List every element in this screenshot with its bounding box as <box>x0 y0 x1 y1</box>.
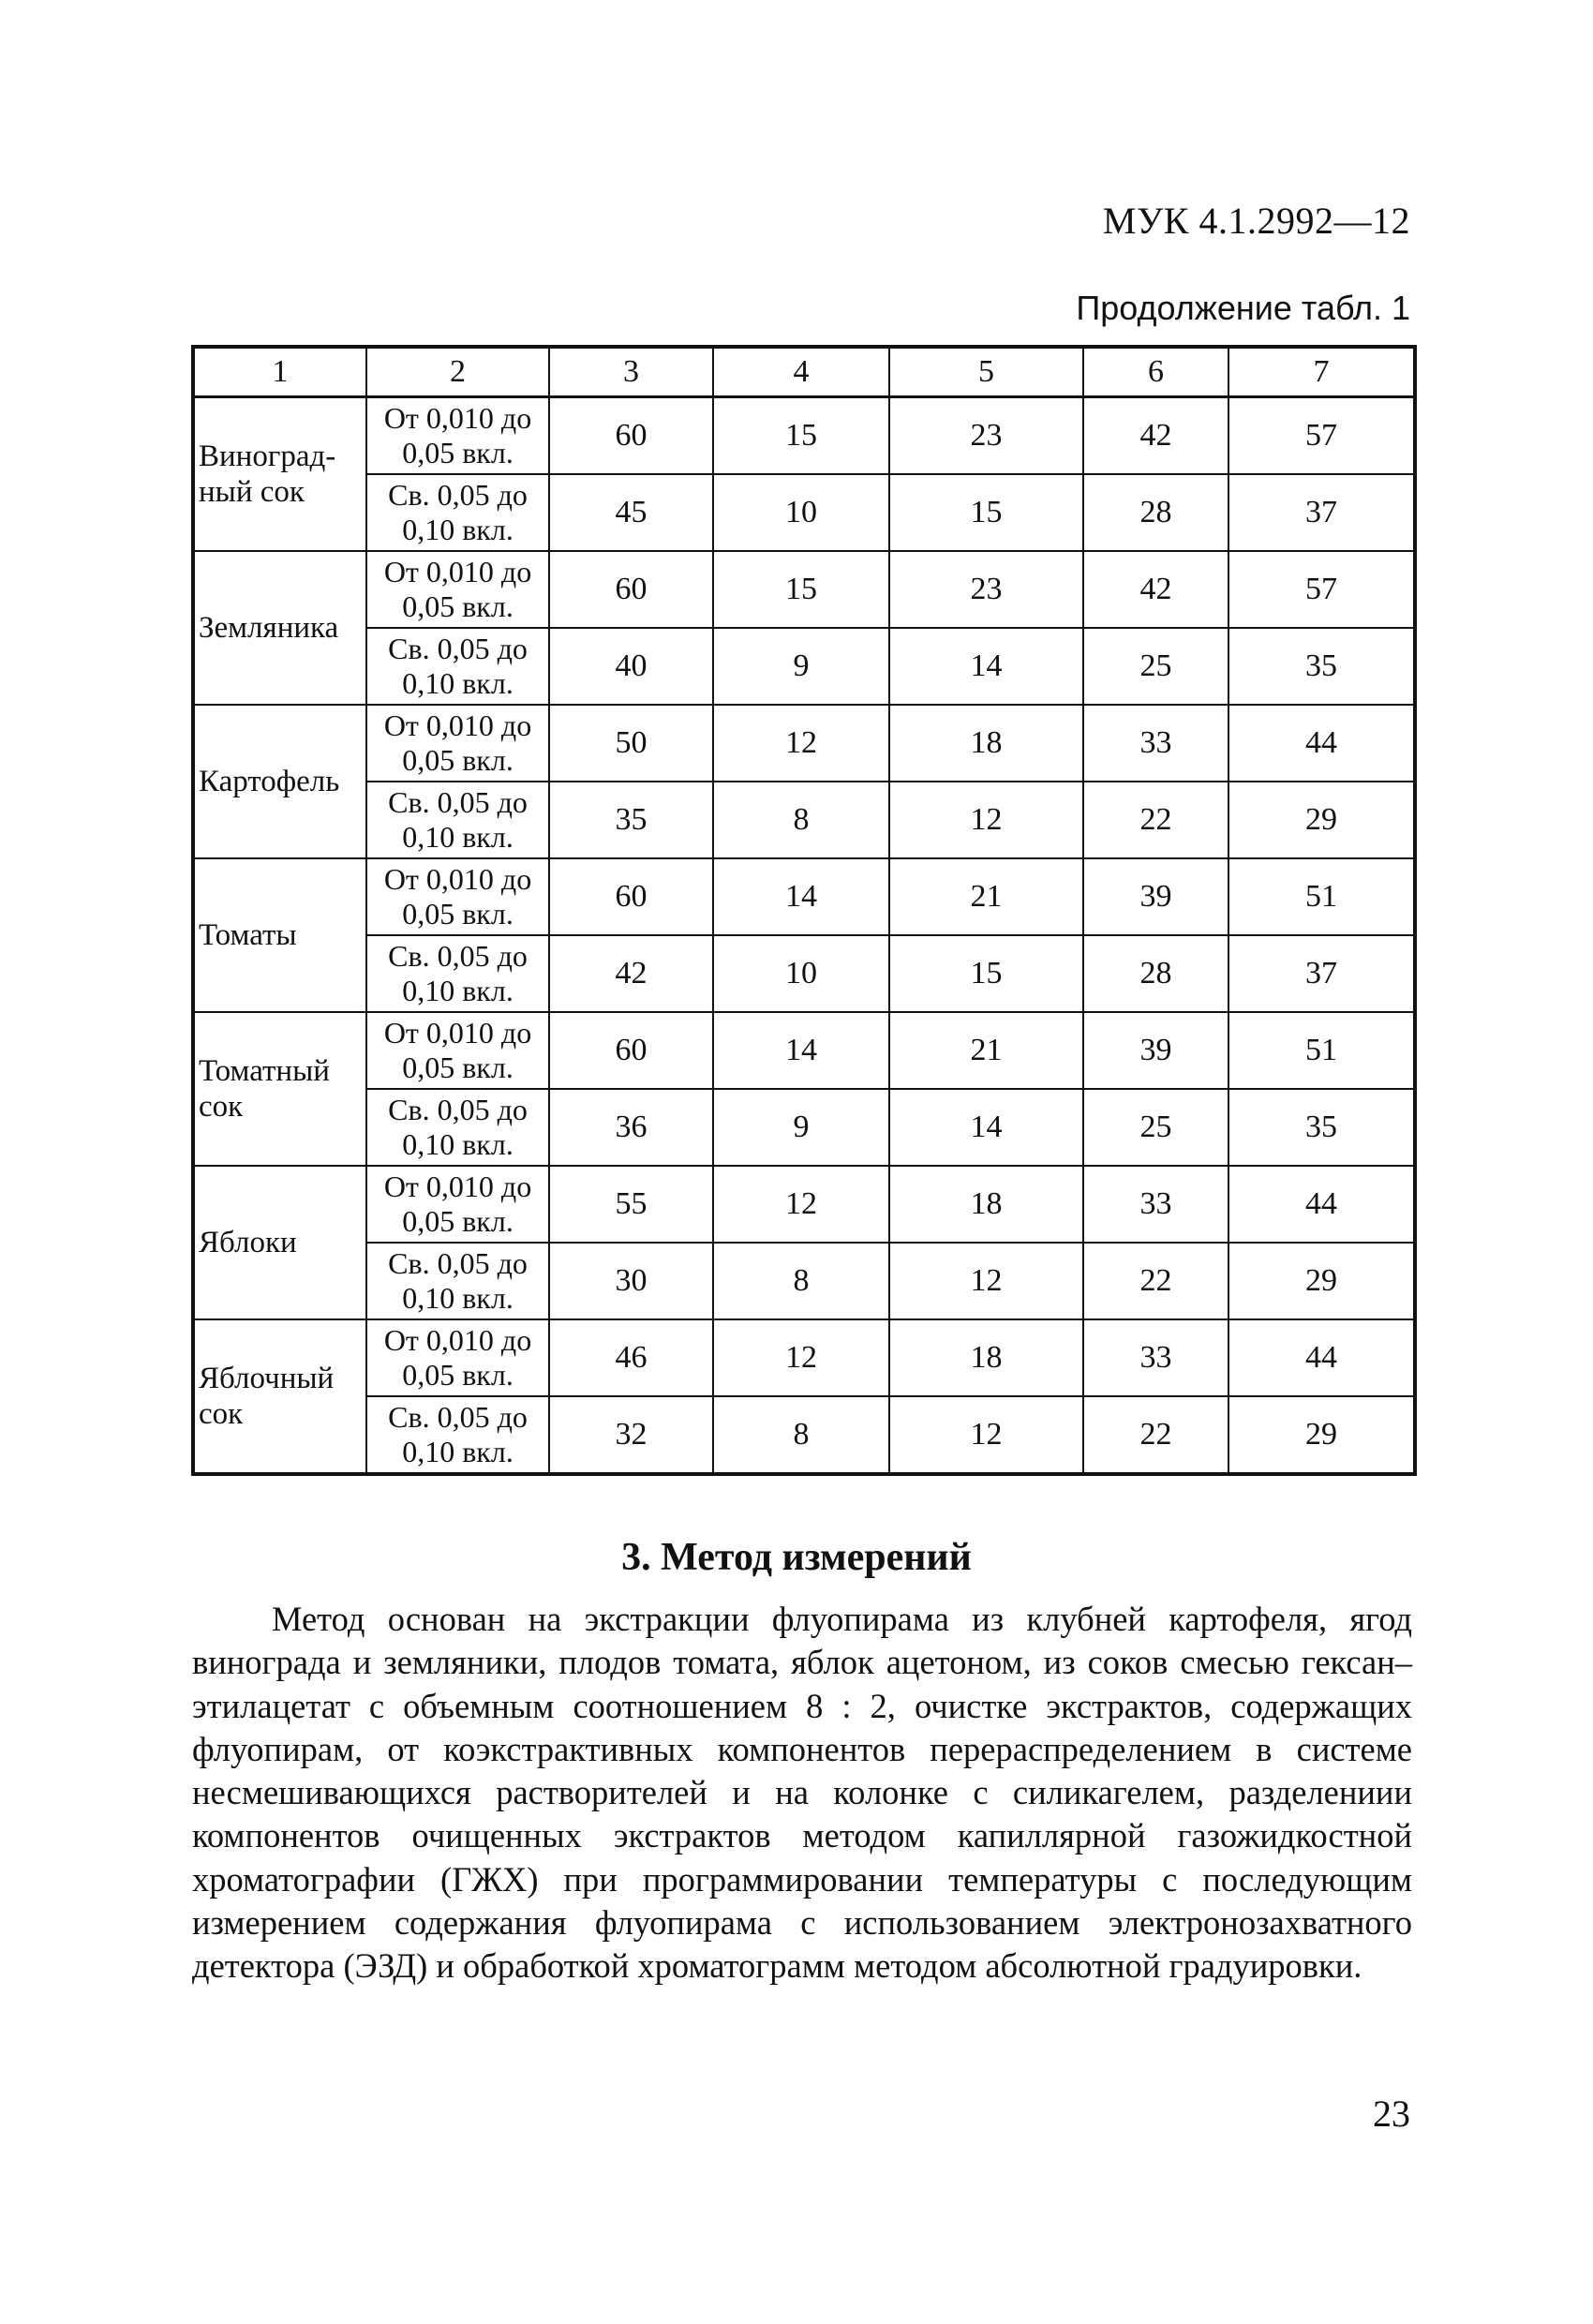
value-cell: 55 <box>549 1166 713 1243</box>
value-cell: 21 <box>889 1012 1083 1089</box>
value-cell: 21 <box>889 858 1083 935</box>
column-header-5: 5 <box>889 347 1083 397</box>
value-cell: 9 <box>713 1089 889 1166</box>
range-cell: От 0,010 до 0,05 вкл. <box>366 1166 549 1243</box>
product-cell: Томаты <box>193 858 366 1012</box>
range-cell: Св. 0,05 до 0,10 вкл. <box>366 935 549 1012</box>
range-cell: Св. 0,05 до 0,10 вкл. <box>366 628 549 705</box>
value-cell: 12 <box>713 705 889 782</box>
value-cell: 9 <box>713 628 889 705</box>
value-cell: 12 <box>889 1243 1083 1319</box>
value-cell: 22 <box>1083 1243 1228 1319</box>
column-header-2: 2 <box>366 347 549 397</box>
table-row <box>193 628 1415 705</box>
value-cell: 45 <box>549 474 713 551</box>
value-cell: 37 <box>1228 474 1415 551</box>
range-cell: Св. 0,05 до 0,10 вкл. <box>366 474 549 551</box>
value-cell: 15 <box>889 935 1083 1012</box>
product-cell: Земляника <box>193 551 366 705</box>
value-cell: 33 <box>1083 1319 1228 1396</box>
table-body <box>193 397 1415 1475</box>
table-row <box>193 705 1415 782</box>
value-cell: 10 <box>713 474 889 551</box>
value-cell: 42 <box>1083 551 1228 628</box>
column-header-6: 6 <box>1083 347 1228 397</box>
value-cell: 29 <box>1228 1243 1415 1319</box>
value-cell: 18 <box>889 1166 1083 1243</box>
value-cell: 44 <box>1228 705 1415 782</box>
value-cell: 32 <box>549 1396 713 1474</box>
value-cell: 60 <box>549 397 713 475</box>
value-cell: 35 <box>1228 1089 1415 1166</box>
table-row <box>193 1166 1415 1243</box>
table-header-row <box>193 347 1415 397</box>
value-cell: 22 <box>1083 782 1228 858</box>
table-row <box>193 474 1415 551</box>
table-row <box>193 1012 1415 1089</box>
value-cell: 46 <box>549 1319 713 1396</box>
range-cell: От 0,010 до 0,05 вкл. <box>366 705 549 782</box>
value-cell: 60 <box>549 858 713 935</box>
value-cell: 12 <box>889 1396 1083 1474</box>
value-cell: 12 <box>713 1319 889 1396</box>
value-cell: 40 <box>549 628 713 705</box>
value-cell: 28 <box>1083 474 1228 551</box>
product-cell: Картофель <box>193 705 366 858</box>
value-cell: 15 <box>713 551 889 628</box>
value-cell: 10 <box>713 935 889 1012</box>
table-row <box>193 1089 1415 1166</box>
value-cell: 30 <box>549 1243 713 1319</box>
value-cell: 28 <box>1083 935 1228 1012</box>
value-cell: 60 <box>549 551 713 628</box>
value-cell: 23 <box>889 397 1083 475</box>
value-cell: 8 <box>713 1243 889 1319</box>
range-cell: Св. 0,05 до 0,10 вкл. <box>366 1089 549 1166</box>
value-cell: 36 <box>549 1089 713 1166</box>
table-row <box>193 397 1415 475</box>
product-cell: Яблоки <box>193 1166 366 1319</box>
value-cell: 51 <box>1228 1012 1415 1089</box>
range-cell: От 0,010 до 0,05 вкл. <box>366 1012 549 1089</box>
product-cell: Томатный сок <box>193 1012 366 1166</box>
value-cell: 60 <box>549 1012 713 1089</box>
document-code: МУК 4.1.2992—12 <box>1102 200 1410 242</box>
column-header-7: 7 <box>1228 347 1415 397</box>
method-paragraph: Метод основан на экстракции флуопирама из клубней картофеля, ягод винограда и земляники, плодов томата, яблок ацетоном, из соков смесью гексан–этилацетат с объемным соотношением 8 : 2, очистке экстрактов, содержащих флуопирам, от коэкстрактивных компонентов перераспределением в системе несмешивающихся растворителей и на колонке с силикагелем, разделениии компонентов очищенных экстрактов методом капиллярной газожидкостной хроматографии (ГЖХ) при программировании температуры с последующим измерением содержания флуопирама с использованием электронозахватного детектора (ЭЗД) и обработкой хроматограмм методом абсолютной градуировки. <box>192 1600 1412 1986</box>
value-cell: 25 <box>1083 1089 1228 1166</box>
table-row <box>193 551 1415 628</box>
value-cell: 42 <box>549 935 713 1012</box>
column-header-1: 1 <box>193 347 366 397</box>
residue-table <box>191 345 1417 1476</box>
table-row <box>193 1319 1415 1396</box>
value-cell: 51 <box>1228 858 1415 935</box>
value-cell: 37 <box>1228 935 1415 1012</box>
value-cell: 42 <box>1083 397 1228 475</box>
value-cell: 23 <box>889 551 1083 628</box>
column-header-3: 3 <box>549 347 713 397</box>
value-cell: 15 <box>713 397 889 475</box>
value-cell: 18 <box>889 705 1083 782</box>
table-row <box>193 935 1415 1012</box>
value-cell: 39 <box>1083 858 1228 935</box>
value-cell: 44 <box>1228 1319 1415 1396</box>
table-row <box>193 858 1415 935</box>
value-cell: 29 <box>1228 782 1415 858</box>
range-cell: От 0,010 до 0,05 вкл. <box>366 551 549 628</box>
range-cell: Св. 0,05 до 0,10 вкл. <box>366 1243 549 1319</box>
table-row <box>193 782 1415 858</box>
range-cell: Св. 0,05 до 0,10 вкл. <box>366 1396 549 1474</box>
value-cell: 22 <box>1083 1396 1228 1474</box>
table-row <box>193 1243 1415 1319</box>
value-cell: 33 <box>1083 1166 1228 1243</box>
column-header-4: 4 <box>713 347 889 397</box>
product-cell: Яблочный сок <box>193 1319 366 1474</box>
value-cell: 14 <box>889 628 1083 705</box>
value-cell: 18 <box>889 1319 1083 1396</box>
value-cell: 8 <box>713 782 889 858</box>
range-cell: Св. 0,05 до 0,10 вкл. <box>366 782 549 858</box>
page-number: 23 <box>1373 2093 1410 2135</box>
value-cell: 12 <box>713 1166 889 1243</box>
value-cell: 57 <box>1228 397 1415 475</box>
table-continuation-label: Продолжение табл. 1 <box>1076 289 1410 327</box>
value-cell: 35 <box>1228 628 1415 705</box>
value-cell: 12 <box>889 782 1083 858</box>
value-cell: 39 <box>1083 1012 1228 1089</box>
range-cell: От 0,010 до 0,05 вкл. <box>366 858 549 935</box>
value-cell: 44 <box>1228 1166 1415 1243</box>
range-cell: От 0,010 до 0,05 вкл. <box>366 397 549 475</box>
section-title: 3. Метод измерений <box>621 1536 972 1579</box>
range-cell: От 0,010 до 0,05 вкл. <box>366 1319 549 1396</box>
value-cell: 57 <box>1228 551 1415 628</box>
table-row <box>193 1396 1415 1474</box>
value-cell: 25 <box>1083 628 1228 705</box>
value-cell: 14 <box>713 1012 889 1089</box>
product-cell: Виноград-ный сок <box>193 397 366 552</box>
value-cell: 15 <box>889 474 1083 551</box>
value-cell: 8 <box>713 1396 889 1474</box>
value-cell: 14 <box>713 858 889 935</box>
value-cell: 33 <box>1083 705 1228 782</box>
value-cell: 14 <box>889 1089 1083 1166</box>
value-cell: 50 <box>549 705 713 782</box>
value-cell: 29 <box>1228 1396 1415 1474</box>
value-cell: 35 <box>549 782 713 858</box>
